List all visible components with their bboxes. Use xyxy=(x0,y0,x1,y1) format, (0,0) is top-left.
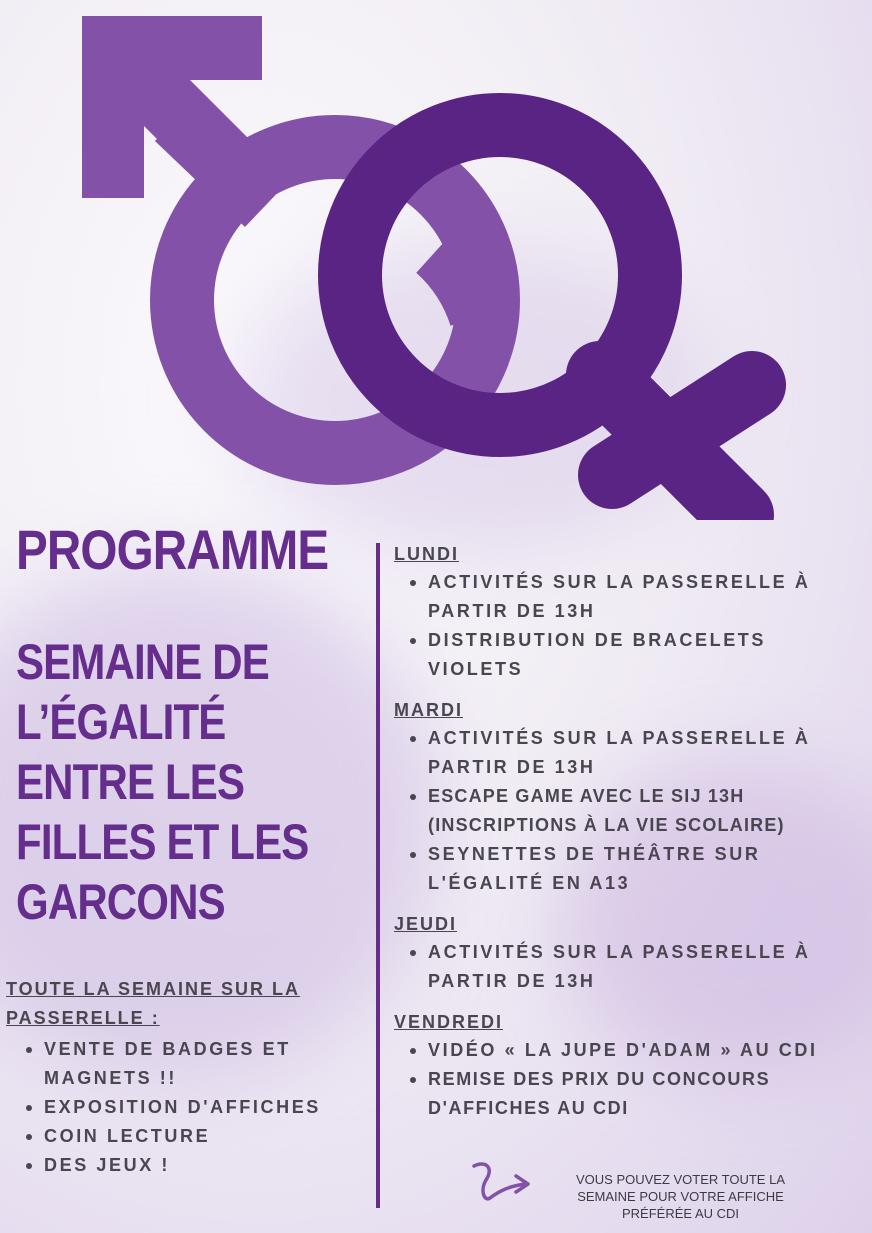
column-divider xyxy=(376,543,380,1208)
list-item: DISTRIBUTION DE BRACELETS VIOLETS xyxy=(408,626,864,684)
day-tuesday xyxy=(394,696,864,898)
interlock-overlap xyxy=(438,249,481,316)
vote-note: VOUS POUVEZ VOTER TOUTE LA SEMAINE POUR VOTRE AFFICHE PRÉFÉRÉE AU CDI xyxy=(575,1172,785,1221)
week-list xyxy=(24,1035,381,1180)
list-item: COIN LECTURE xyxy=(24,1122,381,1151)
day-friday xyxy=(394,1008,864,1123)
day-heading: MARDI xyxy=(394,700,463,720)
day-list xyxy=(408,724,864,898)
list-item: VIDÉO « LA JUPE D'ADAM » AU CDI xyxy=(408,1036,864,1065)
list-item: DES JEUX ! xyxy=(24,1151,381,1180)
list-item: SEYNETTES DE THÉÂTRE SUR L'ÉGALITÉ EN A13 xyxy=(408,840,864,898)
week-section xyxy=(6,975,381,1180)
day-heading: LUNDI xyxy=(394,544,459,564)
male-female-symbols-icon xyxy=(0,0,872,520)
list-item: ESCAPE GAME AVEC LE SIJ 13H (INSCRIPTIONS À LA VIE SCOLAIRE) xyxy=(408,782,864,840)
day-list xyxy=(408,568,864,684)
schedule-column xyxy=(394,540,864,1135)
list-item: EXPOSITION D'AFFICHES xyxy=(24,1093,381,1122)
list-item: ACTIVITÉS SUR LA PASSERELLE À PARTIR DE 13H xyxy=(408,568,864,626)
curved-arrow-icon xyxy=(468,1158,538,1208)
list-item: ACTIVITÉS SUR LA PASSERELLE À PARTIR DE 13H xyxy=(408,724,864,782)
page-subtitle: SEMAINE DE L’ÉGALITÉ ENTRE LES FILLES ET LES GARCONS xyxy=(16,634,309,930)
list-item: VENTE DE BADGES ET MAGNETS !! xyxy=(24,1035,381,1093)
page-title: PROGRAMME xyxy=(16,518,329,581)
day-list xyxy=(408,1036,864,1123)
day-monday xyxy=(394,540,864,684)
list-item: REMISE DES PRIX DU CONCOURS D'AFFICHES AU CDI xyxy=(408,1065,864,1123)
day-list xyxy=(408,938,864,996)
day-heading: VENDREDI xyxy=(394,1012,504,1032)
week-heading: TOUTE LA SEMAINE SUR LA PASSERELLE : xyxy=(6,979,301,1028)
day-thursday xyxy=(394,910,864,996)
left-column xyxy=(16,518,371,930)
day-heading: JEUDI xyxy=(394,914,458,934)
list-item: ACTIVITÉS SUR LA PASSERELLE À PARTIR DE 13H xyxy=(408,938,864,996)
